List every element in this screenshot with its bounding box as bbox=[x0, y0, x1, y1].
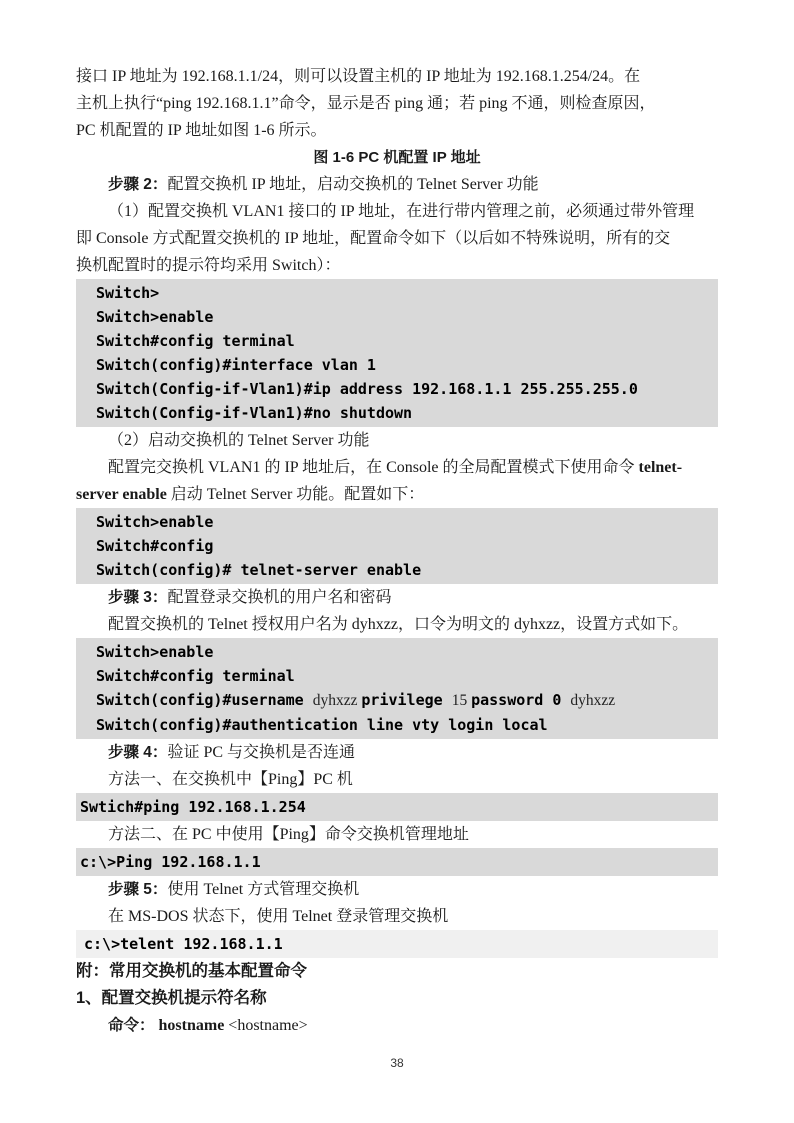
text-run: 启动 Telnet Server 功能。配置如下： bbox=[166, 486, 425, 503]
code-line: c:\>telent 192.168.1.1 bbox=[84, 935, 283, 953]
code-line bbox=[96, 688, 718, 713]
step4-label: 步骤 4： bbox=[108, 744, 168, 761]
page-number: 38 bbox=[390, 1056, 404, 1070]
command-arg: <hostname> bbox=[224, 1017, 308, 1034]
code-line: Switch(Config-if-Vlan1)#ip address 192.168.1.1 255.255.255.0 bbox=[96, 380, 638, 398]
appendix-title: 附：常用交换机的基本配置命令 bbox=[76, 962, 307, 980]
command-keyword: hostname bbox=[154, 1017, 225, 1034]
text-run: 配置完交换机 VLAN1 的 IP 地址后，在 Console 的全局配置模式下使用命令 bbox=[108, 459, 639, 476]
code-block-telnet-login bbox=[76, 930, 718, 958]
code-block-vlan-config bbox=[76, 279, 718, 427]
step4-heading bbox=[76, 739, 718, 766]
code-block-ping-switch bbox=[76, 793, 718, 821]
text-run-bold: server enable bbox=[76, 486, 167, 503]
code-block-username bbox=[76, 638, 718, 739]
text-run-bold: telnet- bbox=[638, 459, 683, 476]
body-line: 换机配置时的提示符均采用 Switch）： bbox=[76, 257, 341, 274]
body-line: 方法二、在 PC 中使用【Ping】命令交换机管理地址 bbox=[108, 826, 469, 843]
code-line: Switch>enable bbox=[96, 513, 214, 531]
command-label: 命令： bbox=[108, 1017, 155, 1034]
code-line: Switch>enable bbox=[96, 643, 214, 661]
step2-heading bbox=[76, 171, 718, 198]
step3-heading bbox=[76, 584, 718, 611]
figure-caption: 图 1-6 PC 机配置 IP 地址 bbox=[313, 149, 481, 166]
step3-label: 步骤 3： bbox=[108, 589, 168, 606]
body-line: 接口 IP 地址为 192.168.1.1/24，则可以设置主机的 IP 地址为 192.168.1.254/24。在 bbox=[76, 68, 641, 85]
code-line: Switch#config bbox=[96, 537, 214, 555]
code-run-bold: Switch(config)#username bbox=[96, 691, 313, 709]
code-block-ping-pc bbox=[76, 848, 718, 876]
body-line: （1）配置交换机 VLAN1 接口的 IP 地址，在进行带内管理之前，必须通过带外管理 bbox=[108, 203, 695, 220]
step4-text: 验证 PC 与交换机是否连通 bbox=[167, 744, 356, 761]
body-line: 即 Console 方式配置交换机的 IP 地址，配置命令如下（以后如不特殊说明，所有的交 bbox=[76, 230, 671, 247]
code-line: Switch>enable bbox=[96, 308, 214, 326]
code-line: Switch> bbox=[96, 284, 160, 302]
body-line: 方法一、在交换机中【Ping】PC 机 bbox=[108, 771, 353, 788]
code-line: c:\>Ping 192.168.1.1 bbox=[80, 853, 261, 871]
code-line: Switch(config)#interface vlan 1 bbox=[96, 356, 376, 374]
command-line bbox=[76, 1012, 718, 1039]
page-content bbox=[76, 63, 718, 1039]
code-line: Switch#config terminal bbox=[96, 332, 295, 350]
body-line: 在 MS-DOS 状态下，使用 Telnet 登录管理交换机 bbox=[108, 908, 449, 925]
code-line: Switch(config)# telnet-server enable bbox=[96, 561, 422, 579]
body-line: 配置交换机的 Telnet 授权用户名为 dyhxzz，口令为明文的 dyhxzz，设置方式如下。 bbox=[108, 616, 689, 633]
body-line: （2）启动交换机的 Telnet Server 功能 bbox=[108, 432, 370, 449]
body-line: PC 机配置的 IP 地址如图 1-6 所示。 bbox=[76, 122, 327, 139]
step3-text: 配置登录交换机的用户名和密码 bbox=[167, 589, 392, 606]
code-line: Switch(Config-if-Vlan1)#no shutdown bbox=[96, 404, 413, 422]
step5-label: 步骤 5： bbox=[108, 881, 168, 898]
step5-text: 使用 Telnet 方式管理交换机 bbox=[167, 881, 360, 898]
body-line: 主机上执行“ping 192.168.1.1”命令，显示是否 ping 通；若 ping 不通，则检查原因， bbox=[76, 95, 656, 112]
code-line: Switch#config terminal bbox=[96, 667, 295, 685]
code-run-bold: privilege bbox=[361, 691, 452, 709]
step2-label: 步骤 2： bbox=[108, 176, 168, 193]
body-line bbox=[76, 454, 718, 481]
code-run-regular: dyhxzz bbox=[312, 692, 362, 709]
body-line bbox=[76, 481, 718, 508]
code-block-telnet-server bbox=[76, 508, 718, 584]
code-run-regular: 15 bbox=[451, 692, 472, 709]
step2-text: 配置交换机 IP 地址，启动交换机的 Telnet Server 功能 bbox=[167, 176, 539, 193]
section1-title: 1、配置交换机提示符名称 bbox=[76, 989, 267, 1007]
code-line: Switch(config)#authentication line vty login local bbox=[96, 716, 548, 734]
code-run-regular: dyhxzz bbox=[570, 692, 616, 709]
code-line: Swtich#ping 192.168.1.254 bbox=[80, 798, 306, 816]
code-run-bold: password 0 bbox=[471, 691, 571, 709]
step5-heading bbox=[76, 876, 718, 903]
